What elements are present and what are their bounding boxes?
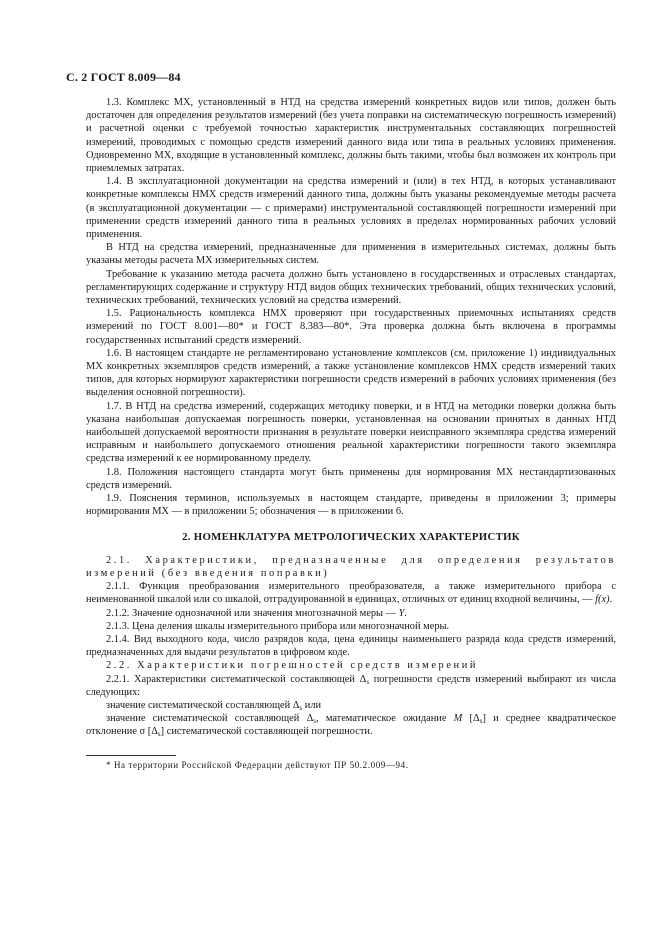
delta-symbol: Δ [151,726,158,738]
sub-s: s [479,717,483,726]
paragraph-2-1-1: 2.1.1. Функция преобразования измерительного преобразователя, а также измерительного прибора с неименованной шкалой или со шкалой, отградуированной в единицах, отличных от единиц входной величины, — f(x). [86,581,616,606]
expectation-symbol: M [453,713,463,725]
paragraph-1-7: 1.7. В НТД на средства измерений, содержащих методику поверки, и в НТД на методики поверки должна быть указана наибольшая допускаемая погрешность поверки, установленная на основании принятых в данных НТД наибольшей допускаемой вероятности признания в результате поверки неисправного экземпляра средства измерений исправным и наибольшего допускаемого отношения реальной характеристики погрешности такого экземпляра средства измерений к ее нормированному пределу. [86,400,616,465]
paragraph-2-1-2-text: 2.1.2. Значение однозначной или значения многозначной меры — [106,607,397,619]
paragraph-2-1: 2.1. Характеристики, предназначенные для определения результатов измерений (без введения поправки) [86,554,616,579]
paragraph-1-6: 1.6. В настоящем стандарте не регламентировано установление комплексов (см. приложение 1) индивидуальных МХ конкретных экземпляров средств измерений, а также установление комплексов НМХ средств измерений таких типов, для которых нормируют характеристики погрешности средств измерений в рабочих условиях применения (без выделения основной погрешности). [86,347,616,399]
sigma-symbol: σ [139,726,146,738]
sub-s: s [299,703,303,712]
delta-symbol: Δ [292,699,300,711]
paragraph-2-2: 2.2. Характеристики погрешностей средств измерений [106,660,479,672]
paragraph-2-2-1 [86,673,616,699]
function-symbol: f(x) [595,594,610,606]
measure-symbol: Y [398,607,405,619]
paragraph-2-1-3: 2.1.3. Цена деления шкалы измерительного прибора или многозначной меры. [106,620,450,632]
list-line-a [86,699,616,712]
list-line-a-text: значение систематической составляющей [106,699,291,711]
list-line-b-text-4: систематической составляющей погрешности. [166,726,373,738]
paragraph-1-3: 1.3. Комплекс МХ, установленный в НТД на средства измерений конкретных видов или типов, должен быть достаточен для определения результатов измерений (без учета поправки на систематическую погрешность измерений) и расчетной оценки с требуемой точностью характеристик инструментальных составляющих погрешностей измерений, проводимых с помощью средств измерений данного вида или типа в реальных условиях применения. Одновременно МХ, входящие в установленный комплекс, должны быть такими, чтобы был возможен их контроль при приемлемых затратах. [86,97,616,175]
list-line-b-text-2: , математическое ожидание [316,713,447,725]
paragraph-1-4: 1.4. В эксплуатационной документации на средства измерений и (или) в тех НТД, в которых устанавливают конкретные комплексы НМХ средств измерений данного типа, должны быть указаны рекомендуемые методы расчета (в эксплуатационной документации — с примерами) инструментальной составляющей погрешности измерений при применении средств измерений данного типа в реальных условиях в пределах нормированных рабочих условий применения. [86,176,616,241]
document-body [86,96,616,771]
section-2-title: 2. НОМЕНКЛАТУРА МЕТРОЛОГИЧЕСКИХ ХАРАКТЕРИСТИК [182,530,520,543]
paragraph-2-1-1-text: 2.1.1. Функция преобразования измерительного преобразователя, а также измерительного прибора с неименованной шкалой или со шкалой, отградуированной в единицах, отличных от единиц входной величины, — [86,581,616,606]
paragraph-2-1-2: 2.1.2. Значение однозначной или значения многозначной меры — Y. [106,607,408,619]
list-line-b-text-3: и среднее квадратическое отклонение [86,713,616,738]
sub-s: s [313,717,316,726]
paragraph-1-4-b: В НТД на средства измерений, предназначенные для применения в измерительных системах, должны быть указаны методы расчета МХ измерительных систем. [86,242,616,267]
footnote: * На территории Российской Федерации действуют ПР 50.2.009—94. [106,759,409,770]
paragraph-2-2-1-text-a: 2.2.1. Характеристики систематической составляющей [106,673,355,685]
paragraph-1-5: 1.5. Рациональность комплекса НМХ проверяют при государственных приемочных испытаниях средств измерений по ГОСТ 8.001—80* и ГОСТ 8.383—80*. Эта проверка должна быть включена в программы государственных испытаний средств измерений. [86,308,616,346]
delta-symbol: Δ [359,673,367,685]
delta-symbol: Δ [306,713,314,725]
footnote-divider [86,755,176,756]
paragraph-2-1-4: 2.1.4. Вид выходного кода, число разрядов кода, цена единицы наименьшего разряда кода средств измерений, предназначенных для выдачи результатов в цифровом коде. [86,633,616,659]
sub-s: s [157,730,161,739]
sub-s: s [366,677,370,686]
paragraph-1-8: 1.8. Положения настоящего стандарта могут быть применены для нормирования МХ нестандартизованных средств измерений. [86,466,616,491]
page-header: С. 2 ГОСТ 8.009—84 [66,70,181,84]
paragraph-1-9: 1.9. Пояснения терминов, используемых в настоящем стандарте, приведены в приложении 3; примеры нормирования МХ — в приложении 5; обозначения — в приложении 6. [86,493,616,518]
list-line-b: значение систематической составляющей $\Delta_s$, математическое ожидание M $[\Delta_s]$ и среднее квадратическое отклонение σ $[\Delta_s]$ систематической составляющей погрешности. [86,713,616,739]
delta-symbol: Δ [473,713,480,725]
paragraph-1-4-c: Требование к указанию метода расчета должно быть установлено в государственных и отраслевых стандартах, регламентирующих содержание и структуру НТД видов общих технических требований, общих технических условий, технических требований, технических условий на средства измерений. [86,268,616,307]
list-line-a-end: или [304,699,322,711]
paragraph-2-2-1-text-b: погрешности средств измерений выбирают из числа следующих: [86,673,616,698]
list-line-b-text-1: значение систематической составляющей [106,713,300,725]
